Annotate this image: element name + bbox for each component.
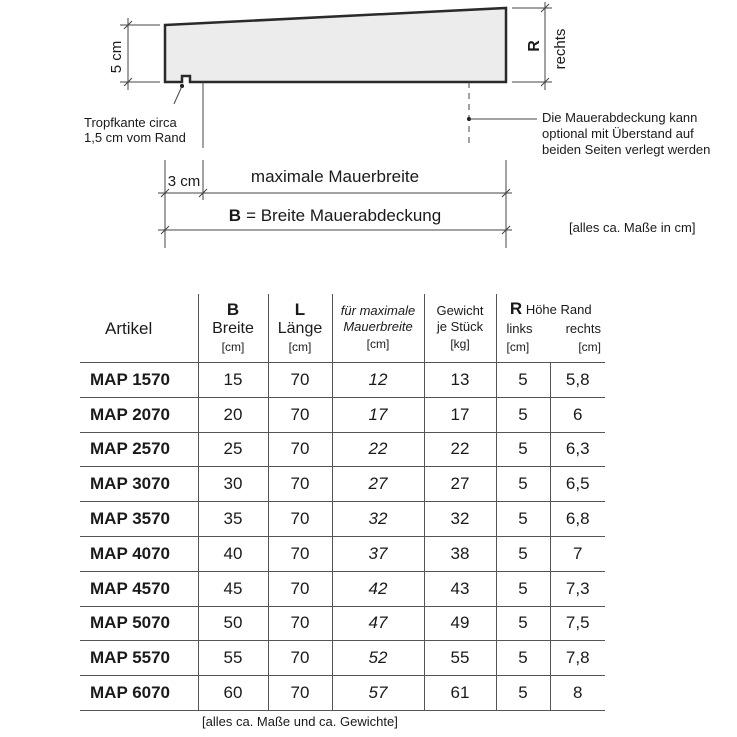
cell-laenge: 70 — [268, 502, 332, 537]
header-b-unit: [cm] — [221, 339, 245, 354]
cell-mauerbreite: 37 — [332, 536, 424, 571]
b-width-letter: B — [228, 206, 242, 225]
table-row — [80, 467, 605, 502]
max-width-label: maximale Mauerbreite — [250, 167, 420, 186]
cell-rand-links: 5 — [496, 467, 550, 502]
table-row — [80, 502, 605, 537]
cell-gewicht: 43 — [424, 571, 496, 606]
cell-laenge: 70 — [268, 536, 332, 571]
header-r-units — [497, 338, 606, 357]
table-row — [80, 363, 605, 398]
header-g-line2: je Stück — [436, 318, 484, 334]
header-r-title — [497, 299, 606, 319]
header-l-unit: [cm] — [288, 339, 312, 354]
table-header-row — [80, 294, 605, 363]
cell-artikel: MAP 5570 — [80, 641, 198, 676]
table-row — [80, 536, 605, 571]
cell-mauerbreite: 17 — [332, 397, 424, 432]
cell-artikel: MAP 4070 — [80, 536, 198, 571]
cell-rand-rechts: 6,3 — [550, 432, 605, 467]
cell-artikel: MAP 4570 — [80, 571, 198, 606]
cell-artikel: MAP 2070 — [80, 397, 198, 432]
r-dim-letter: R — [526, 40, 543, 52]
cell-mauerbreite: 52 — [332, 641, 424, 676]
overhang-note-line1: Die Mauerabdeckung kann — [542, 110, 698, 125]
weights-footnote: [alles ca. Maße und ca. Gewichte] — [202, 714, 398, 729]
header-f-line1: für maximale — [340, 302, 416, 318]
cell-rand-links: 5 — [496, 676, 550, 711]
header-r-right-unit: [cm] — [578, 340, 601, 354]
cross-section-diagram — [0, 0, 737, 260]
drip-note-line1: Tropfkante circa — [84, 115, 177, 130]
cell-rand-rechts: 8 — [550, 676, 605, 711]
cell-rand-rechts: 7,3 — [550, 571, 605, 606]
header-breite — [198, 294, 268, 363]
cell-gewicht: 38 — [424, 536, 496, 571]
cell-breite: 55 — [198, 641, 268, 676]
table-row — [80, 606, 605, 641]
product-table — [80, 294, 605, 711]
cell-artikel: MAP 2570 — [80, 432, 198, 467]
r-dim-side: rechts — [552, 28, 569, 70]
cell-laenge: 70 — [268, 432, 332, 467]
cell-artikel: MAP 5070 — [80, 606, 198, 641]
header-f-line2: Mauerbreite — [343, 318, 413, 334]
cell-mauerbreite: 22 — [332, 432, 424, 467]
cell-rand-links: 5 — [496, 571, 550, 606]
header-r-text: Höhe Rand — [525, 302, 592, 317]
cell-mauerbreite: 27 — [332, 467, 424, 502]
cell-rand-rechts: 7,5 — [550, 606, 605, 641]
header-laenge — [268, 294, 332, 363]
header-l-text: Länge — [277, 319, 323, 337]
cell-breite: 45 — [198, 571, 268, 606]
overhang-note-line3: beiden Seiten verlegt werden — [542, 142, 711, 157]
cell-laenge: 70 — [268, 571, 332, 606]
offset-dim-label: 3 cm — [167, 173, 201, 190]
table-row — [80, 432, 605, 467]
cap-profile — [165, 8, 506, 82]
cell-breite: 15 — [198, 363, 268, 398]
table-row — [80, 676, 605, 711]
header-mauerbreite — [332, 294, 424, 363]
header-g-line1: Gewicht — [436, 302, 484, 318]
cell-mauerbreite: 42 — [332, 571, 424, 606]
cell-mauerbreite: 12 — [332, 363, 424, 398]
header-r-sides — [497, 319, 606, 338]
cell-mauerbreite: 32 — [332, 502, 424, 537]
cell-laenge: 70 — [268, 467, 332, 502]
b-width-text: = Breite Mauerabdeckung — [246, 206, 442, 225]
cell-gewicht: 17 — [424, 397, 496, 432]
header-gewicht — [424, 294, 496, 363]
table-row — [80, 397, 605, 432]
cell-gewicht: 13 — [424, 363, 496, 398]
cell-rand-links: 5 — [496, 641, 550, 676]
header-hoehe-rand — [496, 294, 605, 363]
cell-laenge: 70 — [268, 363, 332, 398]
cell-artikel: MAP 1570 — [80, 363, 198, 398]
units-note: [alles ca. Maße in cm] — [569, 220, 696, 235]
table-row — [80, 641, 605, 676]
drip-note-line2: 1,5 cm vom Rand — [84, 130, 186, 145]
cell-laenge: 70 — [268, 676, 332, 711]
cell-gewicht: 22 — [424, 432, 496, 467]
header-b-text: Breite — [212, 319, 254, 337]
b-width-label — [229, 206, 441, 225]
cell-gewicht: 32 — [424, 502, 496, 537]
cell-breite: 20 — [198, 397, 268, 432]
cell-rand-links: 5 — [496, 432, 550, 467]
table-row — [80, 571, 605, 606]
cell-rand-links: 5 — [496, 397, 550, 432]
header-l-letter: L — [294, 299, 306, 319]
cell-gewicht: 61 — [424, 676, 496, 711]
cell-rand-rechts: 7,8 — [550, 641, 605, 676]
cell-gewicht: 49 — [424, 606, 496, 641]
header-r-letter: R — [509, 299, 523, 318]
cell-breite: 50 — [198, 606, 268, 641]
header-artikel: Artikel — [80, 294, 198, 363]
height-dimension — [120, 18, 160, 90]
header-g-unit: [kg] — [450, 336, 470, 351]
cell-gewicht: 55 — [424, 641, 496, 676]
cell-mauerbreite: 47 — [332, 606, 424, 641]
cell-breite: 60 — [198, 676, 268, 711]
cell-artikel: MAP 3070 — [80, 467, 198, 502]
height-dim-label: 5 cm — [108, 40, 125, 74]
cell-rand-rechts: 7 — [550, 536, 605, 571]
cell-rand-rechts: 6 — [550, 397, 605, 432]
cell-laenge: 70 — [268, 606, 332, 641]
header-r-right: rechts — [565, 321, 601, 336]
cell-mauerbreite: 57 — [332, 676, 424, 711]
header-b-letter: B — [226, 299, 240, 319]
cell-rand-links: 5 — [496, 502, 550, 537]
cell-breite: 35 — [198, 502, 268, 537]
cell-laenge: 70 — [268, 641, 332, 676]
cell-rand-rechts: 6,8 — [550, 502, 605, 537]
cell-rand-links: 5 — [496, 363, 550, 398]
header-f-unit: [cm] — [366, 336, 390, 351]
cell-breite: 30 — [198, 467, 268, 502]
cell-rand-rechts: 5,8 — [550, 363, 605, 398]
cell-gewicht: 27 — [424, 467, 496, 502]
cell-laenge: 70 — [268, 397, 332, 432]
cell-rand-links: 5 — [496, 536, 550, 571]
cell-breite: 25 — [198, 432, 268, 467]
header-r-left: links — [506, 321, 533, 336]
cell-rand-links: 5 — [496, 606, 550, 641]
overhang-note-line2: optional mit Überstand auf — [542, 126, 694, 141]
cell-artikel: MAP 3570 — [80, 502, 198, 537]
cell-artikel: MAP 6070 — [80, 676, 198, 711]
header-r-left-unit: [cm] — [506, 340, 530, 354]
cell-breite: 40 — [198, 536, 268, 571]
cell-rand-rechts: 6,5 — [550, 467, 605, 502]
